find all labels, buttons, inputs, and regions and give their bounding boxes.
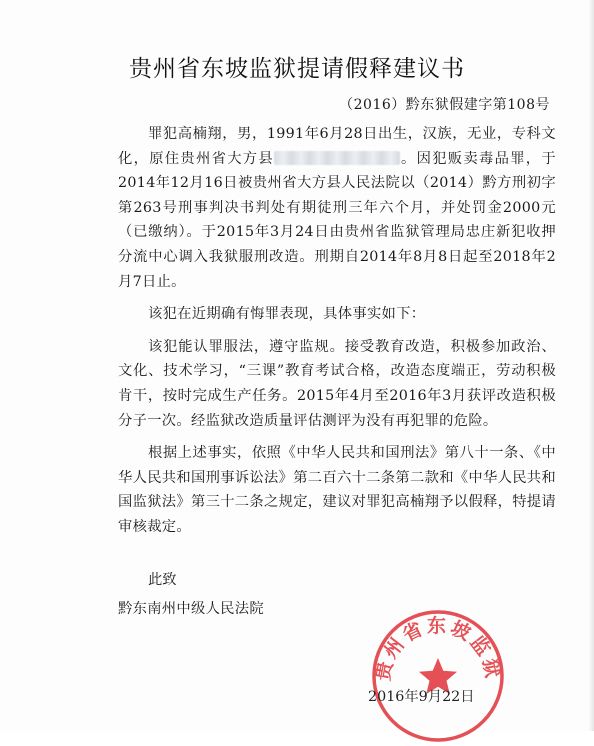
paragraph-facts: 该犯能认罪服法，遵守监规。接受教育改造，积极参加政治、文化、技术学习，“三课”教育考试合格，改造态度端正，劳动积极肯干，按时完成生产任务。2015年4月至2016年3月获评改造积极分子一次。经监狱改造质量评估测评为没有再犯罪的危险。 — [118, 338, 556, 429]
issue-date: 2016年9月22日 — [368, 689, 475, 705]
document-title: 贵州省东坡监狱提请假释建议书 — [129, 56, 465, 82]
recipient-court: 黔东南州中级人民法院 — [118, 601, 264, 617]
criminal-info-part2: 。因犯贩卖毒品罪，于2014年12月16日被贵州省大方县人民法院以（2014）黔方刑初字第263号刑事判决书判处有期徒刑三年六个月，并处罚金2000元（已缴纳）。于2015年3月24日由贵州省监狱管理局忠庄新犯收押分流中心调入我狱服刑改造。刑期自2014年8月8日起至2018年2月7日止。 — [118, 150, 556, 290]
paragraph-criminal-info — [118, 122, 556, 294]
official-seal-stamp — [368, 606, 508, 746]
page-edge-shadow — [588, 0, 594, 731]
document-number: （2016）黔东狱假建字第108号 — [339, 97, 550, 113]
document-body — [118, 122, 556, 540]
seal-text: 贵州省东坡监狱 — [372, 615, 504, 683]
paragraph-remorse-intro: 该犯在近期确有悔罪表现，具体事实如下： — [148, 306, 426, 323]
paragraph-recommendation: 根据上述事实，依照《中华人民共和国刑法》第八十一条、《中华人民共和国刑事诉讼法》第二百六十二条第二款和《中华人民共和国监狱法》第三十二条之规定，建议对罪犯高楠翔予以假释，特提请审核裁定。 — [118, 445, 556, 535]
criminal-info-part1: 罪犯高楠翔，男，1991年6月28日出生，汉族，无业，专科文化，原住贵州省大方县 — [118, 126, 556, 167]
closing-salutation: 此致 — [148, 572, 177, 588]
redacted-address — [274, 151, 400, 165]
